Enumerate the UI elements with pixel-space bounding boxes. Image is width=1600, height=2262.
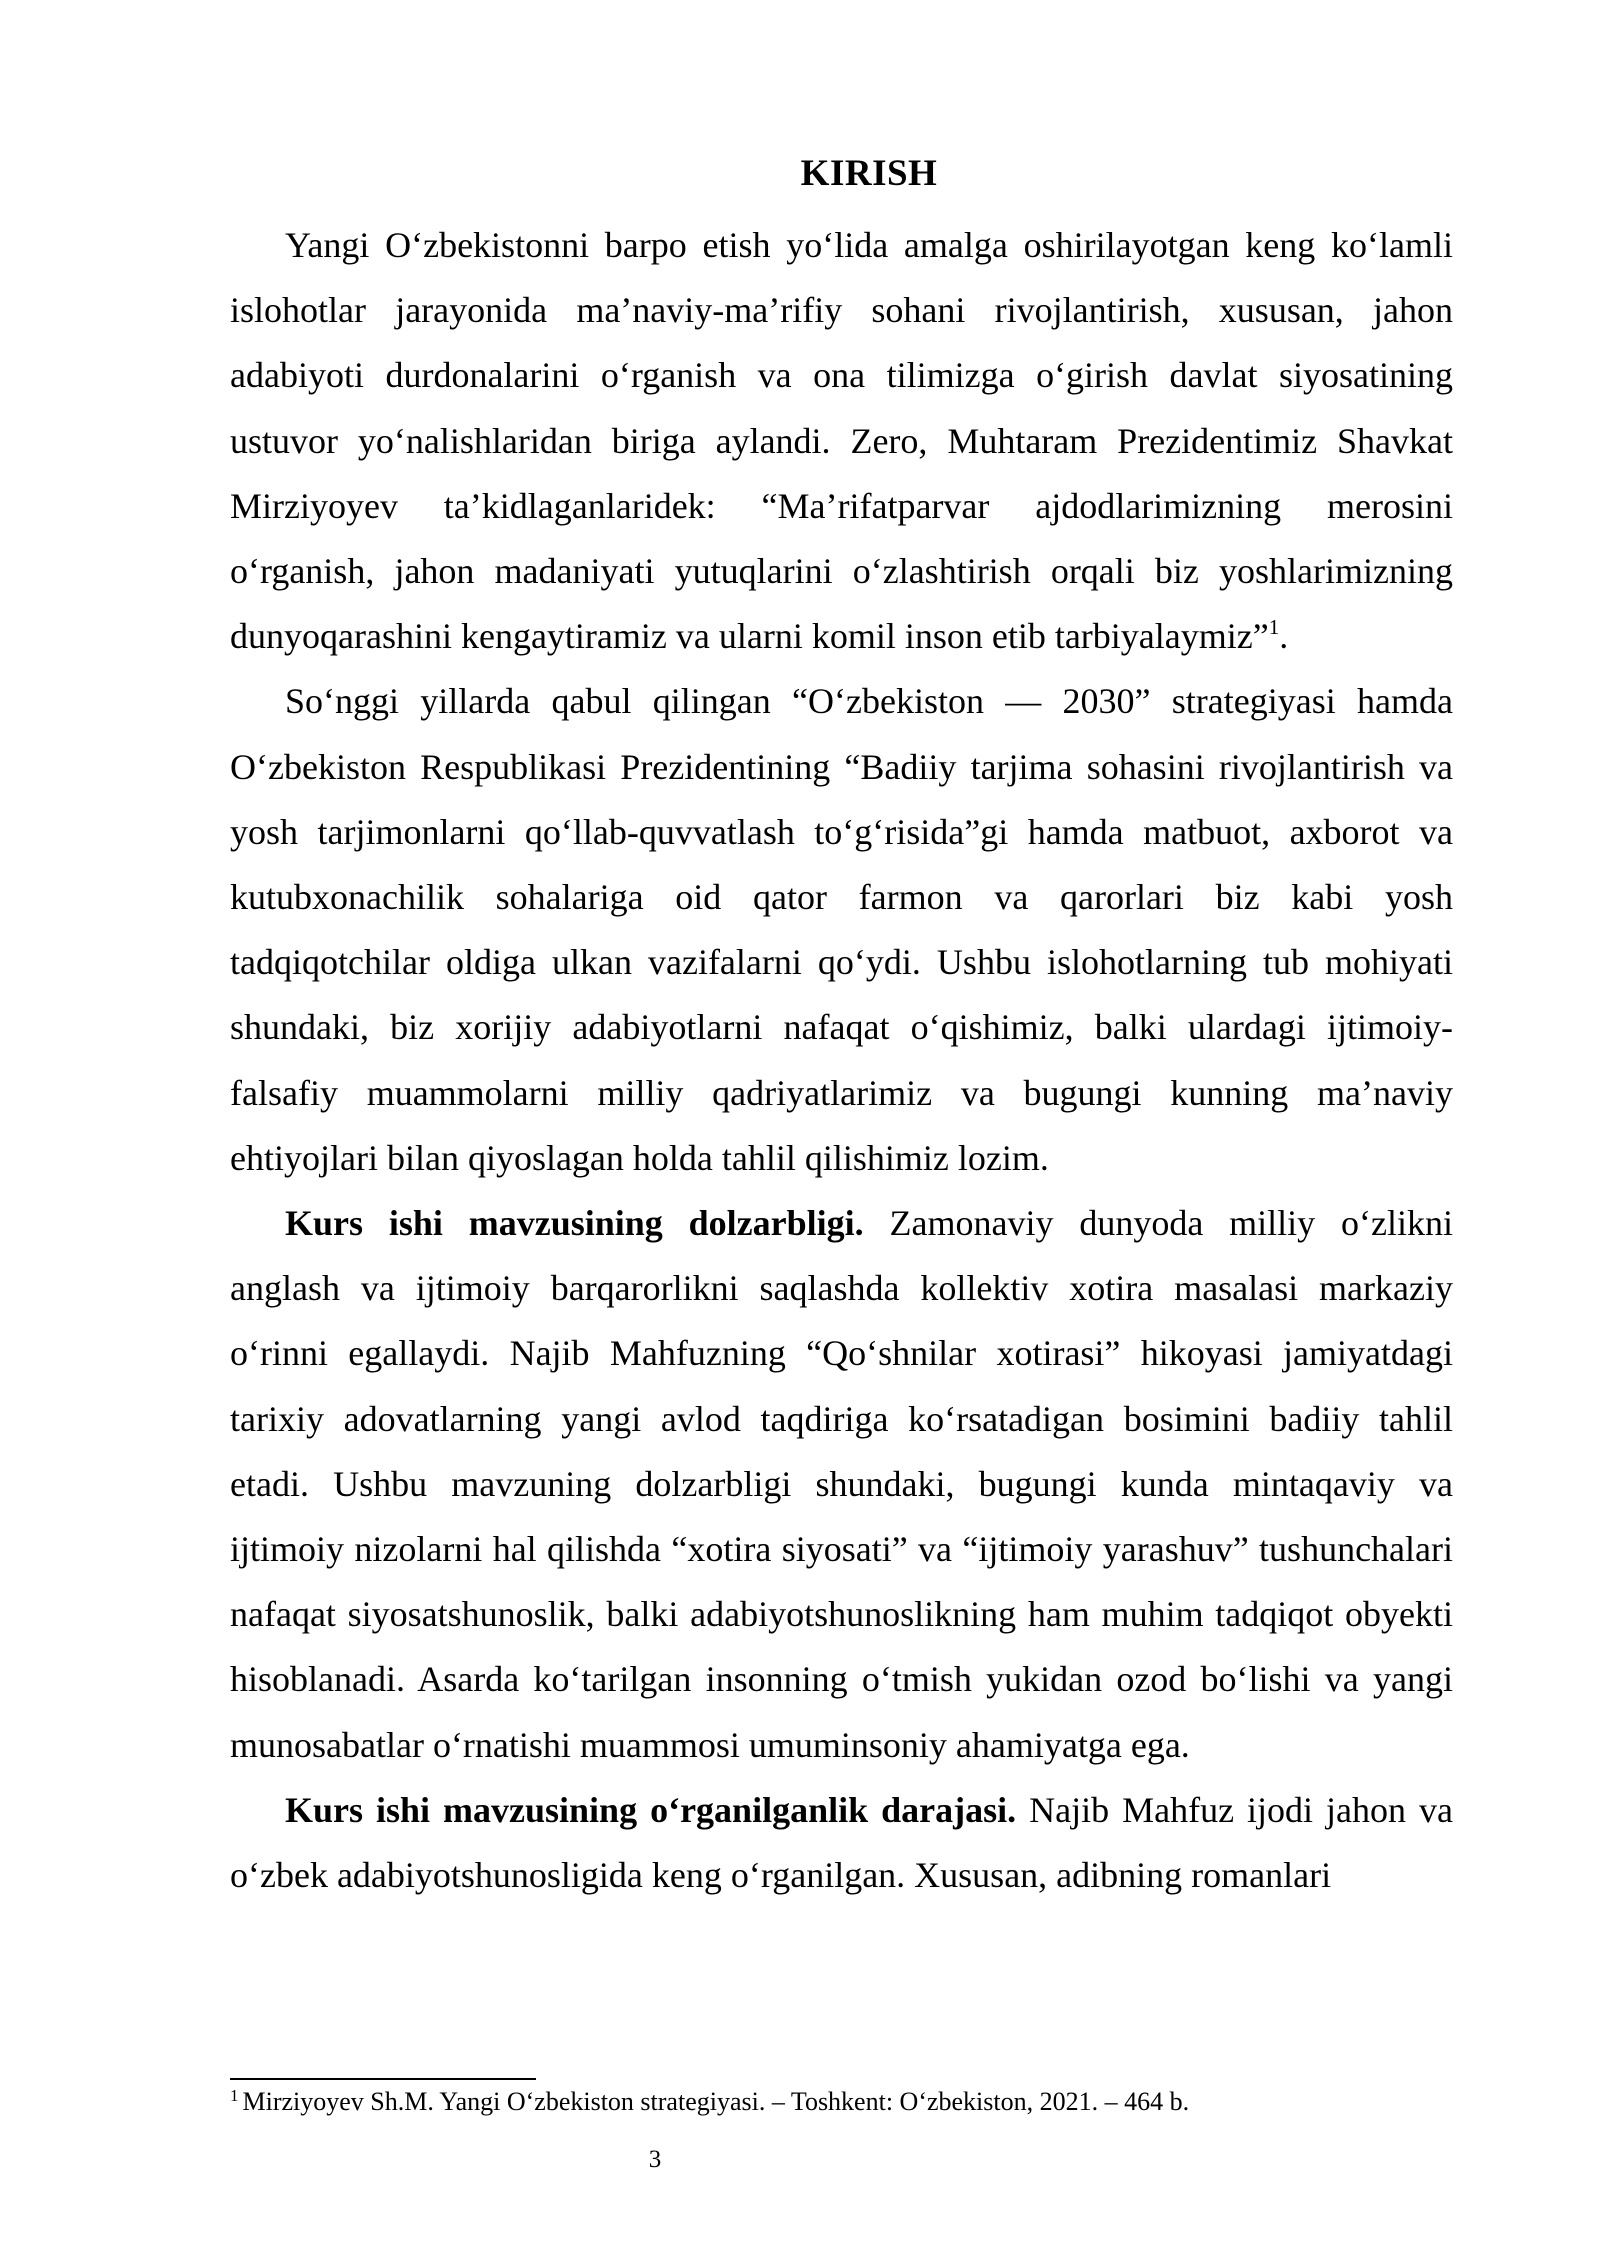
- paragraph-tail: .: [1279, 616, 1289, 657]
- paragraph-text: Zamonaviy dunyoda milliy o‘zlikni anglash va ijtimoiy barqarorlikni saqlashda kollektiv xotira masalasi markaziy o‘rinni egallaydi. Najib Mahfuzning “Qo‘shnilar xotirasi” hikoyasi jamiyatdagi tarixiy adovatlarning yangi avlod taqdiriga ko‘rsatadigan bosimini badiiy tahlil etadi. Ushbu mavzuning dolzarbligi shundaki, bugungi kunda mintaqaviy va ijtimoiy nizolarni hal qilishda “xotira siyosati” va “ijtimoiy yarashuv” tushunchalari nafaqat siyosatshunoslik, balki adabiyotshunoslikning ham muhim tadqiqot obyekti hisoblanadi. Asarda ko‘tarilgan insonning o‘tmish yukidan ozod bo‘lishi va yangi munosabatlar o‘rnatishi muammosi umuminsoniy ahamiyatga ega.: [230, 1203, 1453, 1765]
- paragraph-text: So‘nggi yillarda qabul qilingan “O‘zbekiston — 2030” strategiyasi hamda O‘zbekiston Respublikasi Prezidentining “Badiiy tarjima sohasini rivojlantirish va yosh tarjimonlarni qo‘llab-quvvatlash to‘g‘risida”gi hamda matbuot, axborot va kutubxonachilik sohalariga oid qator farmon va qarorlari biz kabi yosh tadqiqotchilar oldiga ulkan vazifalarni qo‘ydi. Ushbu islohotlarning tub mohiyati shundaki, biz xorijiy adabiyotlarni nafaqat o‘qishimiz, balki ulardagi ijtimoiy-falsafiy muammolarni milliy qadriyatlarimiz va bugungi kunning ma’naviy ehtiyojlari bilan qiyoslagan holda tahlil qilishimiz lozim.: [230, 681, 1453, 1178]
- footnote-number: 1: [230, 2086, 239, 2105]
- section-heading: KIRISH: [800, 153, 938, 194]
- paragraph-lead: Kurs ishi mavzusining o‘rganilganlik darajasi.: [285, 1789, 1017, 1830]
- paragraph-text: Yangi O‘zbekistonni barpo etish yo‘lida amalga oshirilayotgan keng ko‘lamli islohotlar jarayonida ma’naviy-ma’rifiy sohani rivojlantirish, xususan, jahon adabiyoti durdonalarini o‘rganish va ona tilimizga o‘girish davlat siyosatining ustuvor yo‘nalishlaridan biriga aylandi. Zero, Muhtaram Prezidentimiz Shavkat Mirziyoyev ta’kidlaganlaridek: “Ma’rifatparvar ajdodlarimizning merosini o‘rganish, jahon madaniyati yutuqlarini o‘zlashtirish orqali biz yoshlarimizning dunyoqarashini kengaytiramiz va ularni komil inson etib tarbiyalaymiz”: [230, 225, 1453, 657]
- paragraph-text: Najib Mahfuz ijodi jahon va o‘zbek adabiyotshunosligida keng o‘rganilgan. Xususan, adibning romanlari: [230, 1789, 1453, 1896]
- paragraph-relevance: [230, 1191, 1453, 1778]
- paragraph-lead: Kurs ishi mavzusining dolzarbligi.: [285, 1203, 864, 1244]
- body-text: [230, 213, 1453, 1908]
- paragraph-intro: [230, 213, 1453, 669]
- paragraph-study-level: [230, 1778, 1453, 1908]
- page-number: 3: [648, 2146, 662, 2173]
- footnote: [230, 2084, 1453, 2120]
- footnote-separator: [230, 2078, 536, 2080]
- footnote-reference[interactable]: 1: [1268, 615, 1280, 640]
- paragraph-strategy: [230, 669, 1453, 1191]
- footnote-text: Mirziyoyev Sh.M. Yangi O‘zbekiston strategiyasi. – Toshkent: O‘zbekiston, 2021. – 464 b.: [242, 2087, 1190, 2116]
